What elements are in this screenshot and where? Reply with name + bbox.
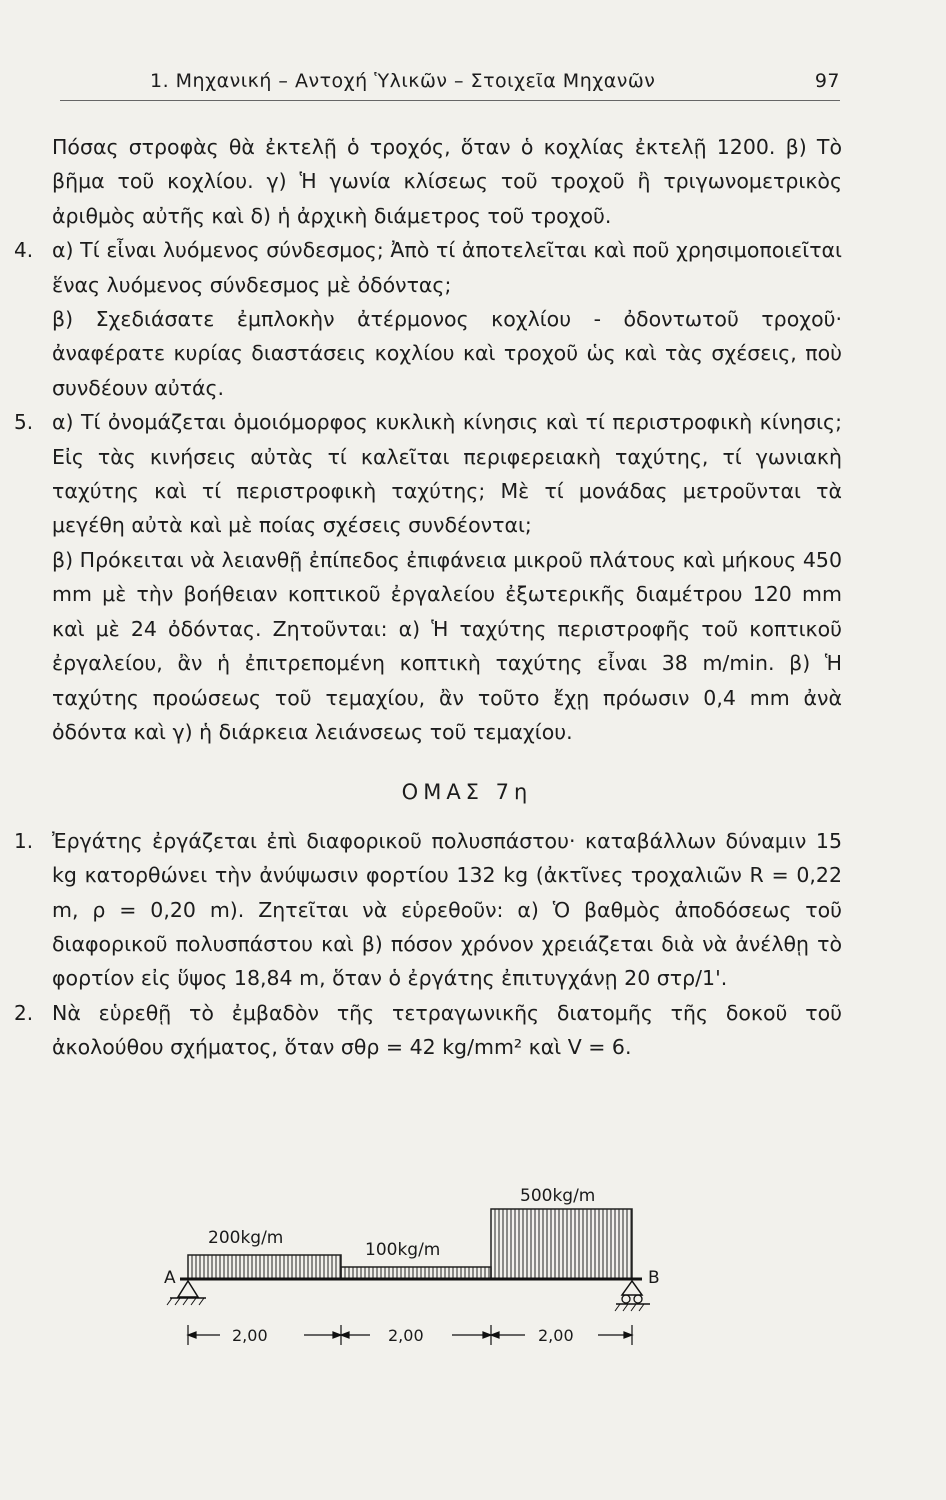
body-text — [14, 130, 842, 1065]
group-question-1-text: Ἐργάτης ἐργάζεται ἐπὶ διαφορικοῦ πολυσπάστου· καταβάλλων δύναμιν 15 kg κατορθώνει τὴν ἀνύψωσιν φορτίου 132 kg (ἀκτῖνες τροχαλιῶν R = 0,22 m, ρ = 0,20 m). Ζητεῖται νὰ εὑρεθοῦν: α) Ὁ βαθμὸς ἀποδόσεως τοῦ διαφορικοῦ πολυσπάστου καὶ β) πόσον χρόνον χρειάζεται διὰ νὰ ἀνέλθῃ τὸ φορτίον εἰς ὕψος 18,84 m, ὅταν ὁ ἐργάτης ἐπιτυγχάνῃ 20 στρ/1'. — [52, 828, 842, 991]
beam-diagram — [150, 1185, 670, 1385]
support-b-symbol — [615, 1281, 650, 1311]
running-header — [150, 70, 840, 104]
header-rule — [60, 100, 840, 101]
page-number: 97 — [814, 70, 840, 92]
group-heading: ΟΜΑΣ 7η — [401, 780, 533, 805]
continuation-paragraph: Πόσας στροφὰς θὰ ἐκτελῇ ὁ τροχός, ὅταν ὁ κοχλίας ἐκτελῇ 1200. β) Τὸ βῆμα τοῦ κοχλίου. γ) Ἡ γωνία κλίσεως τοῦ τροχοῦ ἢ τριγωνομετρικὸς ἀριθμὸς αὐτῆς καὶ δ) ἡ ἀρχικὴ διάμετρος τοῦ τροχοῦ. — [52, 135, 842, 228]
load-label-100: 100kg/m — [365, 1240, 441, 1260]
beam-figure — [150, 1185, 670, 1385]
support-b-label: B — [648, 1268, 660, 1288]
header-title: 1. Μηχανική – Αντοχή Ὑλικῶν – Στοιχεῖα Μηχανῶν — [150, 70, 656, 92]
question-5b: β) Πρόκειται νὰ λειανθῇ ἐπίπεδος ἐπιφάνεια μικροῦ πλάτους καὶ μήκους 450 mm μὲ τὴν βοήθειαν κοπτικοῦ ἐργαλείου ἐξωτερικῆς διαμέτρου 120 mm καὶ μὲ 24 ὀδόντας. Ζητοῦνται: α) Ἡ ταχύτης περιστροφῆς τοῦ κοπτικοῦ ἐργαλείου, ἂν ἡ ἐπιτρεπομένη κοπτικὴ ταχύτης εἶναι 38 m/min. β) Ἡ ταχύτης προώσεως τοῦ τεμαχίου, ἂν τοῦτο ἔχῃ πρόωσιν 0,4 mm ἀνὰ ὀδόντα καὶ γ) ἡ διάρκεια λειάνσεως τοῦ τεμαχίου. — [52, 547, 842, 744]
group-question-2-number: 2. — [14, 1000, 34, 1025]
group-question-2 — [14, 996, 842, 1065]
load-label-500: 500kg/m — [520, 1186, 596, 1206]
question-5a: α) Τί ὀνομάζεται ὁμοιόμορφος κυκλικὴ κίνησις καὶ τί περιστροφικὴ κίνησις; Εἰς τὰς κινήσεις αὐτὰς τί καλεῖται περιφερειακὴ ταχύτης, τί γωνιακὴ ταχύτης καὶ τί περιστροφικὴ ταχύτης; Μὲ τί μονάδας μετροῦνται τὰ μεγέθη αὐτὰ καὶ μὲ ποίας σχέσεις συνδέονται; — [52, 410, 842, 538]
support-a-label: A — [164, 1268, 176, 1288]
span-label-1: 2,00 — [232, 1326, 268, 1345]
span-label-3: 2,00 — [538, 1326, 574, 1345]
question-4 — [14, 233, 842, 405]
group-question-2-text: Νὰ εὑρεθῇ τὸ ἐμβαδὸν τῆς τετραγωνικῆς διατομῆς τῆς δοκοῦ τοῦ ἀκολούθου σχήματος, ὅταν σθρ = 42 kg/mm² καὶ V = 6. — [52, 1000, 842, 1060]
question-4b: β) Σχεδιάσατε ἐμπλοκὴν ἀτέρμονος κοχλίου - ὀδοντωτοῦ τροχοῦ· ἀναφέρατε κυρίας διαστάσεις κοχλίου καὶ τροχοῦ ὡς καὶ τὰς σχέσεις, ποὺ συνδέουν αὐτάς. — [52, 307, 842, 400]
group-question-1-number: 1. — [14, 828, 34, 853]
load-label-200: 200kg/m — [208, 1228, 284, 1248]
question-4-number: 4. — [14, 238, 34, 263]
span-label-2: 2,00 — [388, 1326, 424, 1345]
group-question-1 — [14, 824, 842, 996]
question-5-number: 5. — [14, 410, 34, 435]
question-4a: α) Τί εἶναι λυόμενος σύνδεσμος; Ἀπὸ τί ἀποτελεῖται καὶ ποῦ χρησιμοποιεῖται ἕνας λυόμενος σύνδεσμος μὲ ὀδόντας; — [52, 238, 842, 297]
question-5 — [14, 405, 842, 749]
